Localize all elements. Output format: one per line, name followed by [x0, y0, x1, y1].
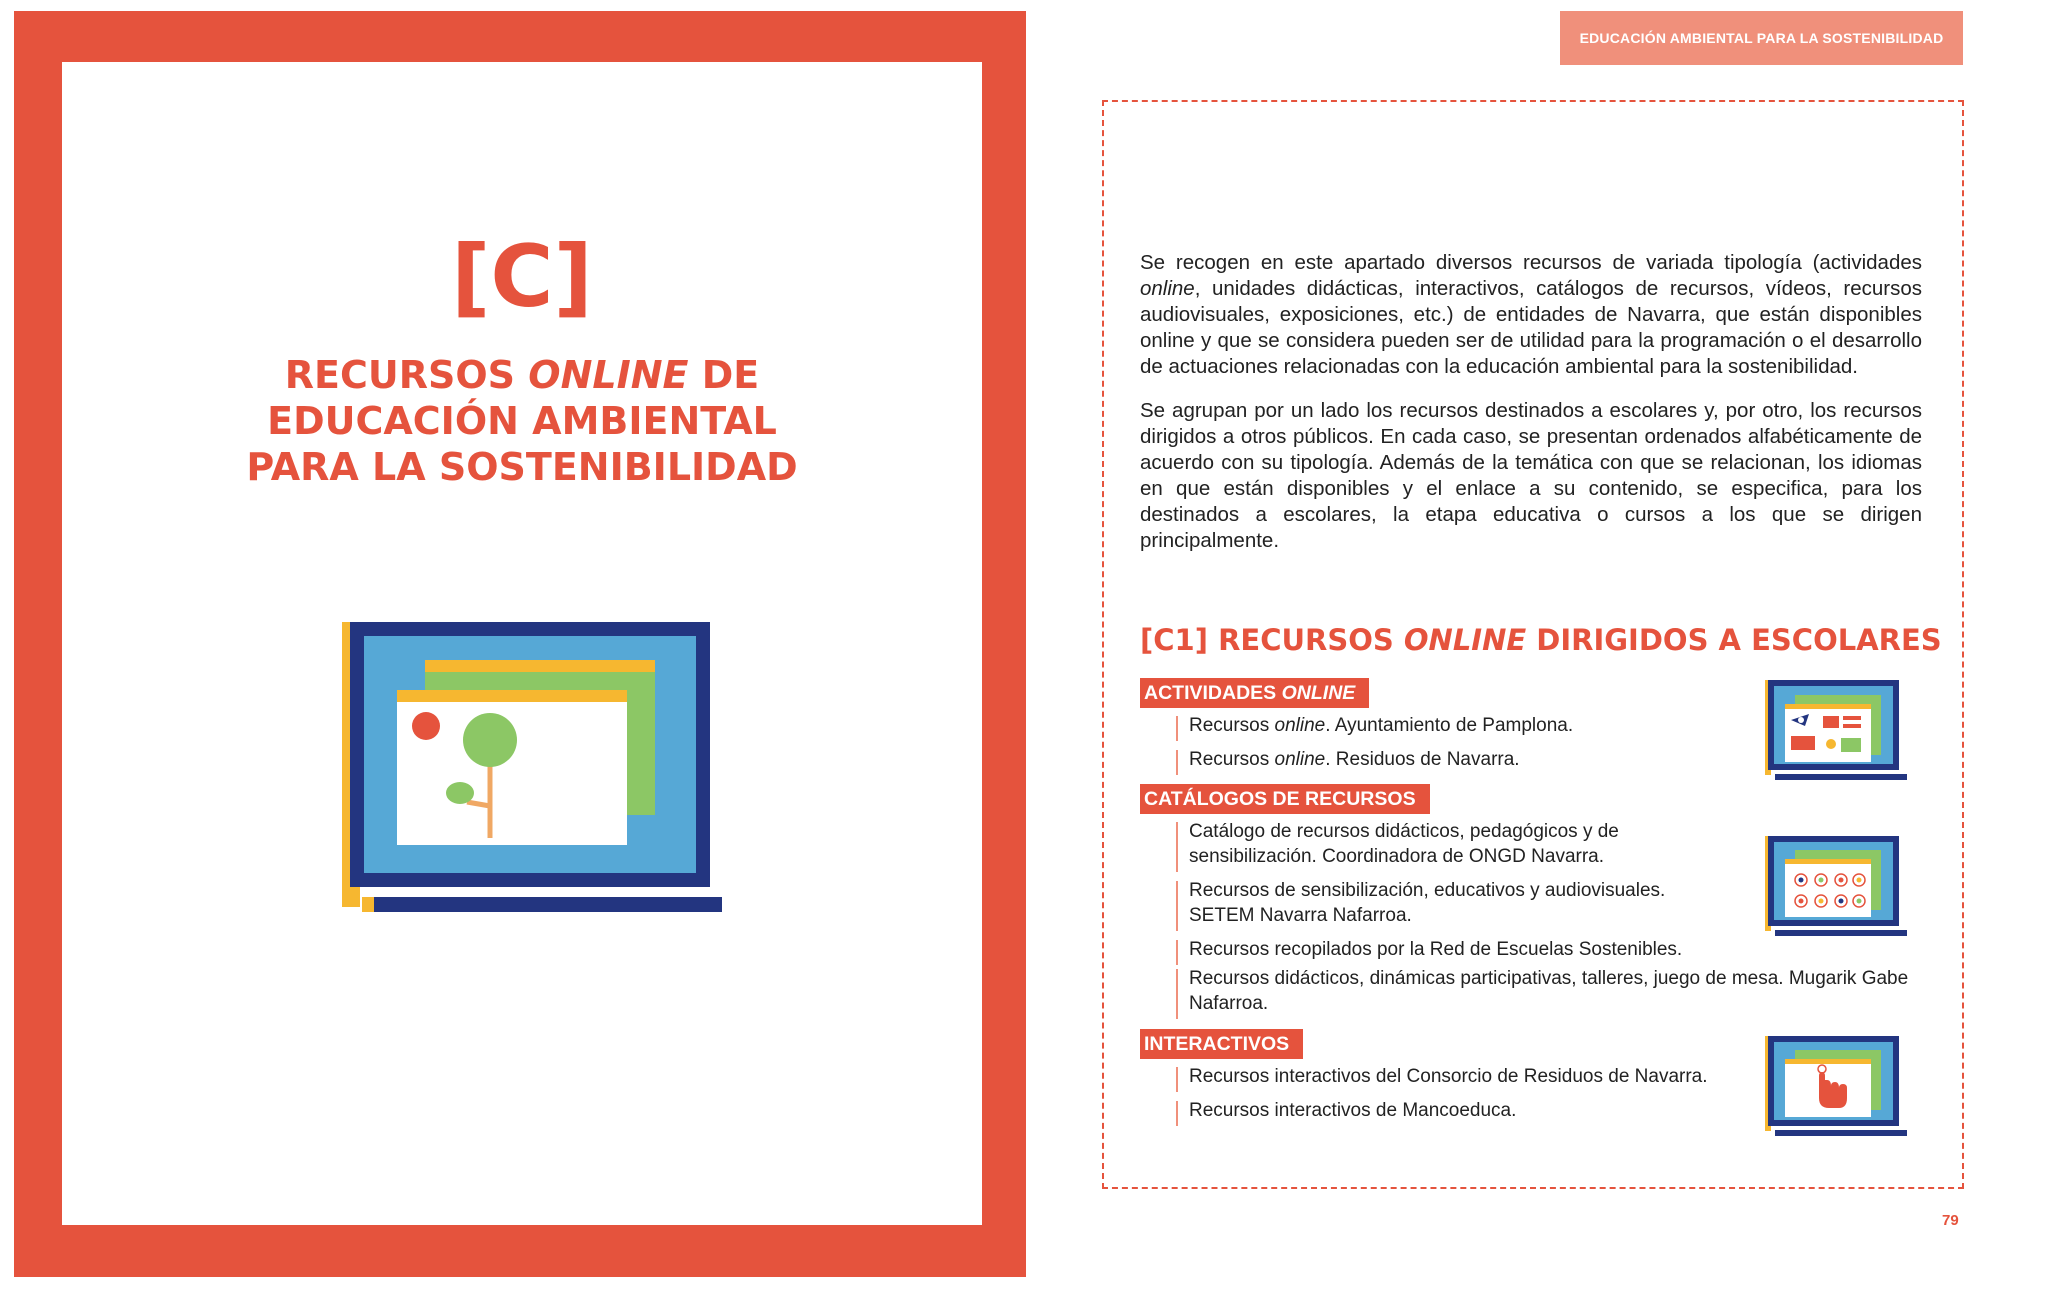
list-item: Recursos online. Ayuntamiento de Pamplona.: [1176, 713, 1734, 738]
catalogos-list-short: [1176, 819, 1734, 971]
left-page: [14, 11, 1026, 1277]
list-item: Catálogo de recursos didácticos, pedagógicos y de sensibilización. Coordinadora de ONGD Navarra.: [1176, 819, 1734, 869]
activities-laptop-icon: [1765, 680, 1907, 784]
running-header: EDUCACIÓN AMBIENTAL PARA LA SOSTENIBILIDAD: [1560, 11, 1963, 65]
page-number: 79: [1942, 1212, 1959, 1229]
catalogs-laptop-icon: [1765, 836, 1907, 940]
actividades-list: [1176, 713, 1734, 781]
interactive-laptop-icon: [1765, 1036, 1907, 1140]
section-heading: [C1] RECURSOS ONLINE DIRIGIDOS A ESCOLARES: [1140, 623, 1942, 657]
list-item: Recursos interactivos del Consorcio de Residuos de Navarra.: [1176, 1064, 1734, 1089]
interactivos-list: [1176, 1064, 1734, 1132]
category-label-actividades: ACTIVIDADES ONLINE: [1140, 678, 1369, 708]
chapter-title: [62, 352, 982, 490]
catalogos-list-wide: [1176, 966, 1946, 1025]
category-label-interactivos: INTERACTIVOS: [1140, 1029, 1303, 1059]
category-label-catalogos: CATÁLOGOS DE RECURSOS: [1140, 784, 1430, 814]
chapter-letter: [C]: [451, 227, 593, 327]
list-item: Recursos de sensibilización, educativos y audiovisuales. SETEM Navarra Nafarroa.: [1176, 878, 1734, 928]
list-item: Recursos online. Residuos de Navarra.: [1176, 747, 1734, 772]
intro-paragraph-2: Se agrupan por un lado los recursos destinados a escolares y, por otro, los recursos dirigidos a otros públicos. En cada caso, se presentan ordenados alfabéticamente de acuerdo con su tipología. Además de la temática con que se relacionan, los idiomas en que están disponibles y el enlace a su contenido, se especifica, para los destinados a escolares, la etapa educativa o cursos a los que se dirigen principalmente.: [1140, 399, 1922, 552]
chapter-title-line-3: PARA LA SOSTENIBILIDAD: [246, 445, 798, 489]
chapter-title-line-2: EDUCACIÓN AMBIENTAL: [267, 399, 777, 443]
list-item: Recursos interactivos de Mancoeduca.: [1176, 1098, 1734, 1123]
list-item: Recursos didácticos, dinámicas participativas, talleres, juego de mesa. Mugarik Gabe Nafarroa.: [1176, 966, 1946, 1016]
left-page-panel: [62, 62, 982, 1225]
laptop-illustration: [342, 622, 722, 922]
intro-text: [1140, 250, 1922, 572]
chapter-title-line-1: RECURSOS ONLINE DE: [284, 353, 760, 397]
intro-paragraph-1: Se recogen en este apartado diversos recursos de variada tipología (actividades online, unidades didácticas, interactivos, catálogos de recursos, vídeos, recursos audiovisuales, exposiciones, etc.) de entidades de Navarra, que están disponibles online y que se considera pueden ser de utilidad para la programación o el desarrollo de actuaciones relacionadas con la educación ambiental para la sostenibilidad.: [1140, 251, 1922, 378]
list-item: Recursos recopilados por la Red de Escuelas Sostenibles.: [1176, 937, 1734, 962]
